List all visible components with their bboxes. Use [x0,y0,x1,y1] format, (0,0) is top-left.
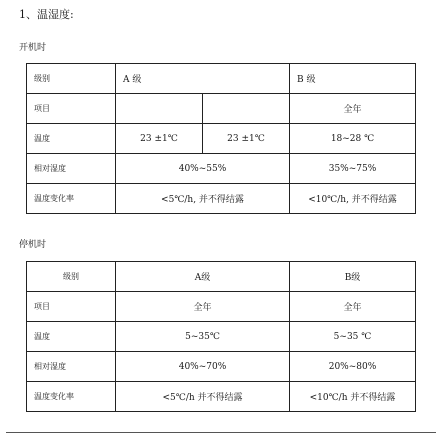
row-label-temperature: 温度 [27,322,116,352]
item-a1-cell [116,94,203,124]
section-heading: 1、温湿度: [19,8,74,21]
grade-b-cell: B级 [290,262,416,292]
table-row [27,262,416,292]
table-row [27,124,416,154]
row-label-humidity: 相对湿度 [27,154,116,184]
temperature-b-cell: 18~28 ℃ [290,124,416,154]
grade-b-cell: B 级 [290,64,416,94]
table-row [27,94,416,124]
table-row [27,292,416,322]
stopped-spec-table [26,261,416,412]
row-label-rate: 温度变化率 [27,382,116,412]
humidity-a-cell: 40%~55% [116,154,290,184]
table-row [27,64,416,94]
page-bottom-rule [6,432,436,433]
temperature-a1-cell: 23 ±1℃ [116,124,203,154]
row-label-item: 项目 [27,292,116,322]
row-label-rate: 温度变化率 [27,184,116,214]
table-row [27,154,416,184]
temperature-a-cell: 5~35℃ [116,322,290,352]
table-row [27,352,416,382]
row-label-humidity: 相对湿度 [27,352,116,382]
row-label-grade: 级别 [27,262,116,292]
rate-b-cell: <10℃/h 并不得结露 [290,382,416,412]
table-row [27,382,416,412]
rate-a-cell: <5℃/h, 并不得结露 [116,184,290,214]
grade-a-cell: A 级 [116,64,290,94]
table-row [27,322,416,352]
humidity-b-cell: 20%~80% [290,352,416,382]
item-b-cell: 全年 [290,94,416,124]
stopped-title: 停机时 [19,240,47,250]
item-a2-cell [203,94,290,124]
temperature-b-cell: 5~35 ℃ [290,322,416,352]
item-b-cell: 全年 [290,292,416,322]
humidity-a-cell: 40%~70% [116,352,290,382]
row-label-temperature: 温度 [27,124,116,154]
row-label-grade: 级别 [27,64,116,94]
running-title: 开机时 [19,43,47,53]
item-a-cell: 全年 [116,292,290,322]
rate-a-cell: <5℃/h 并不得结露 [116,382,290,412]
running-spec-table [26,63,416,214]
humidity-b-cell: 35%~75% [290,154,416,184]
rate-b-cell: <10℃/h, 并不得结露 [290,184,416,214]
grade-a-cell: A级 [116,262,290,292]
temperature-a2-cell: 23 ±1℃ [203,124,290,154]
table-row [27,184,416,214]
row-label-item: 项目 [27,94,116,124]
